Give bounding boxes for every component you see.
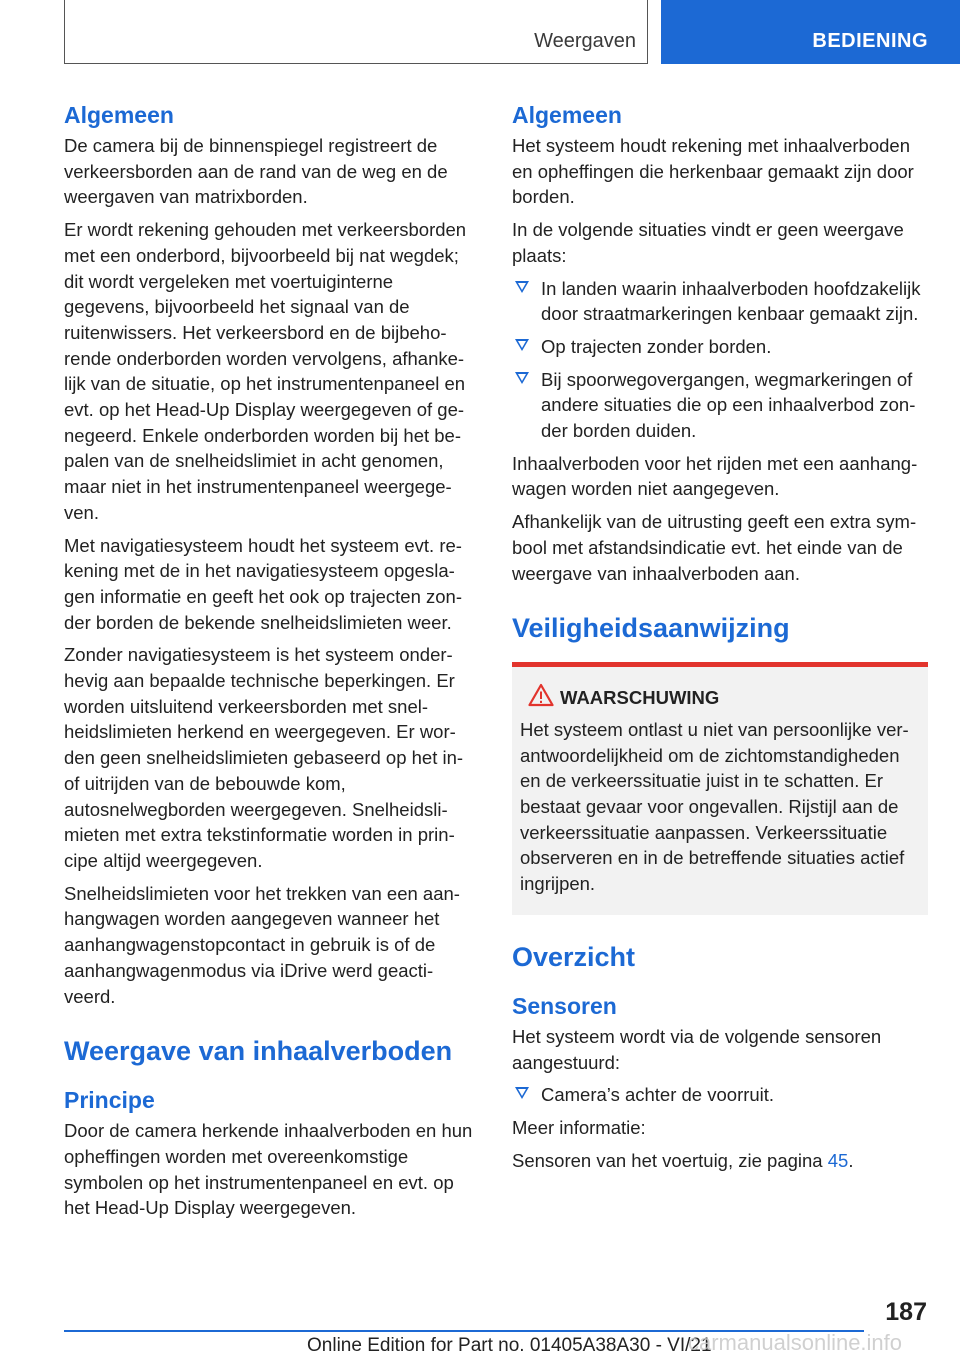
paragraph: In de volgende situaties vindt er geen weergave plaats: — [512, 219, 904, 266]
paragraph-text: Sensoren van het voertuig, zie pagina — [512, 1149, 828, 1171]
section-tab-label: BEDIENING — [812, 30, 928, 52]
paragraph: Het systeem wordt via de volgende sensoren aangestuurd: — [512, 1025, 882, 1073]
paragraph: De camera bij de binnenspiegel registreert de verkeersborden aan de rand van de weg en de weergaven van matrixborden. — [64, 135, 448, 208]
heading-algemeen: Algemeen — [512, 102, 622, 128]
paragraph-text: . — [848, 1149, 854, 1171]
list-item — [512, 1082, 928, 1108]
paragraph: Inhaalverboden voor het rijden met een aanhangwagen worden niet aangegeven. — [512, 452, 918, 500]
warning-title-text: WAARSCHUWING — [560, 687, 720, 709]
edition-note: Online Edition for Part no. 01405A38A30 - VI/21 — [307, 1335, 712, 1356]
left-column — [64, 100, 477, 1228]
paragraph: Het systeem houdt rekening met inhaalverboden en opheffingen die herkenbaar gemaakt zijn door borden. — [512, 135, 914, 208]
paragraph — [512, 1148, 928, 1174]
paragraph: Door de camera herkende inhaalverboden en hun opheffingen worden met overeenkomstige symbolen op het instrumentenpaneel en evt. op het Head-Up Display weergegeven. — [64, 1120, 473, 1219]
warning-title — [520, 685, 920, 711]
list-item-text: In landen waarin inhaalverboden hoofdzakelijk door straatmarkeringen kenbaar gemaakt zijn. — [541, 277, 921, 325]
paragraph: Er wordt rekening gehouden met verkeersborden met een onderbord, bijvoorbeeld bij nat wegdek; dit wordt vergeleken met voertuiginterne gegevens, bijvoorbeeld het signaal van de ruitenwissers. Het verkeersbord en de bijbehorende onderborden worden vervolgens, afhankelijk van de situatie, op het instrumentenpaneel en evt. op het Head-Up Display weergegeven of genegeerd. Enkele onderborden worden bij het bepalen van de snelheidslimiet in acht genomen, maar niet in het instrumentenpaneel weergegeven. — [64, 219, 467, 523]
heading-weergave-inhaalverboden: Weergave van inhaalverboden — [64, 1036, 453, 1067]
bullet-triangle-icon — [515, 1087, 529, 1099]
bullet-triangle-icon — [515, 339, 529, 351]
paragraph: Snelheidslimieten voor het trekken van een aanhangwagen worden aangegeven wanneer het aanhangwagenstopcontact in gebruik is of de aanhangwagenmodus via iDrive werd geactiveerd. — [64, 882, 460, 1007]
paragraph: Zonder navigatiesysteem is het systeem onderhevig aan bepaalde technische beperkingen. Er worden uitsluitend verkeersborden met snelheidslimieten herkend en weergegeven. Er worden geen snelheidslimieten gebaseerd op het in- of uitrijden van de bebouwde kom, autosnelwegborden weergegeven. Snelheidslimieten met extra tekstinformatie worden in principe altijd weergegeven. — [64, 644, 464, 871]
heading-veiligheidsaanwijzing: Veiligheidsaanwijzing — [512, 613, 790, 644]
right-column — [512, 100, 928, 1180]
paragraph: Met navigatiesysteem houdt het systeem evt. rekening met de in het navigatiesysteem opgeslagen informatie en geeft het ook op trajecten zonder borden de bekende snelheidslimieten weer. — [64, 534, 463, 633]
heading-algemeen: Algemeen — [64, 102, 174, 128]
list-item-text: Bij spoorwegovergangen, wegmarkeringen of andere situaties die op een inhaalverbod zonder borden duiden. — [541, 368, 916, 442]
warning-text: Het systeem ontlast u niet van persoonlijke verantwoordelijkheid om de zichtomstandigheden en de verkeerssituatie juist in te schatten. Er bestaat gevaar voor ongevallen. Rijstijl aan de verkeerssituatie aanpassen. Verkeerssituatie observeren en in de betreffende situaties actief ingrijpen. — [520, 718, 909, 895]
paragraph: Meer informatie: — [512, 1116, 646, 1138]
watermark: carmanualsonline.info — [688, 1330, 903, 1355]
bullet-triangle-icon — [515, 372, 529, 384]
heading-sensoren: Sensoren — [512, 992, 617, 1019]
heading-principe: Principe — [64, 1087, 155, 1114]
page-number: 187 — [885, 1298, 927, 1326]
chapter-title: Weergaven — [534, 30, 636, 52]
page-reference-link[interactable]: 45 — [827, 1149, 849, 1171]
list-item — [512, 334, 928, 360]
sensor-list — [512, 1082, 928, 1108]
heading-overzicht: Overzicht — [512, 941, 636, 972]
list-item — [512, 276, 928, 327]
list-item-text: Camera’s achter de voorruit. — [541, 1084, 775, 1106]
list-item — [512, 367, 928, 444]
section-tab[interactable] — [661, 0, 960, 64]
warning-triangle-icon — [528, 683, 554, 707]
list-item-text: Op trajecten zonder borden. — [541, 335, 772, 357]
paragraph: Afhankelijk van de uitrusting geeft een extra symbool met afstandsindicatie evt. het einde van de weergave van inhaalverboden aan. — [512, 511, 917, 584]
warning-box — [512, 662, 928, 915]
bullet-triangle-icon — [515, 281, 529, 293]
situations-list — [512, 276, 928, 444]
